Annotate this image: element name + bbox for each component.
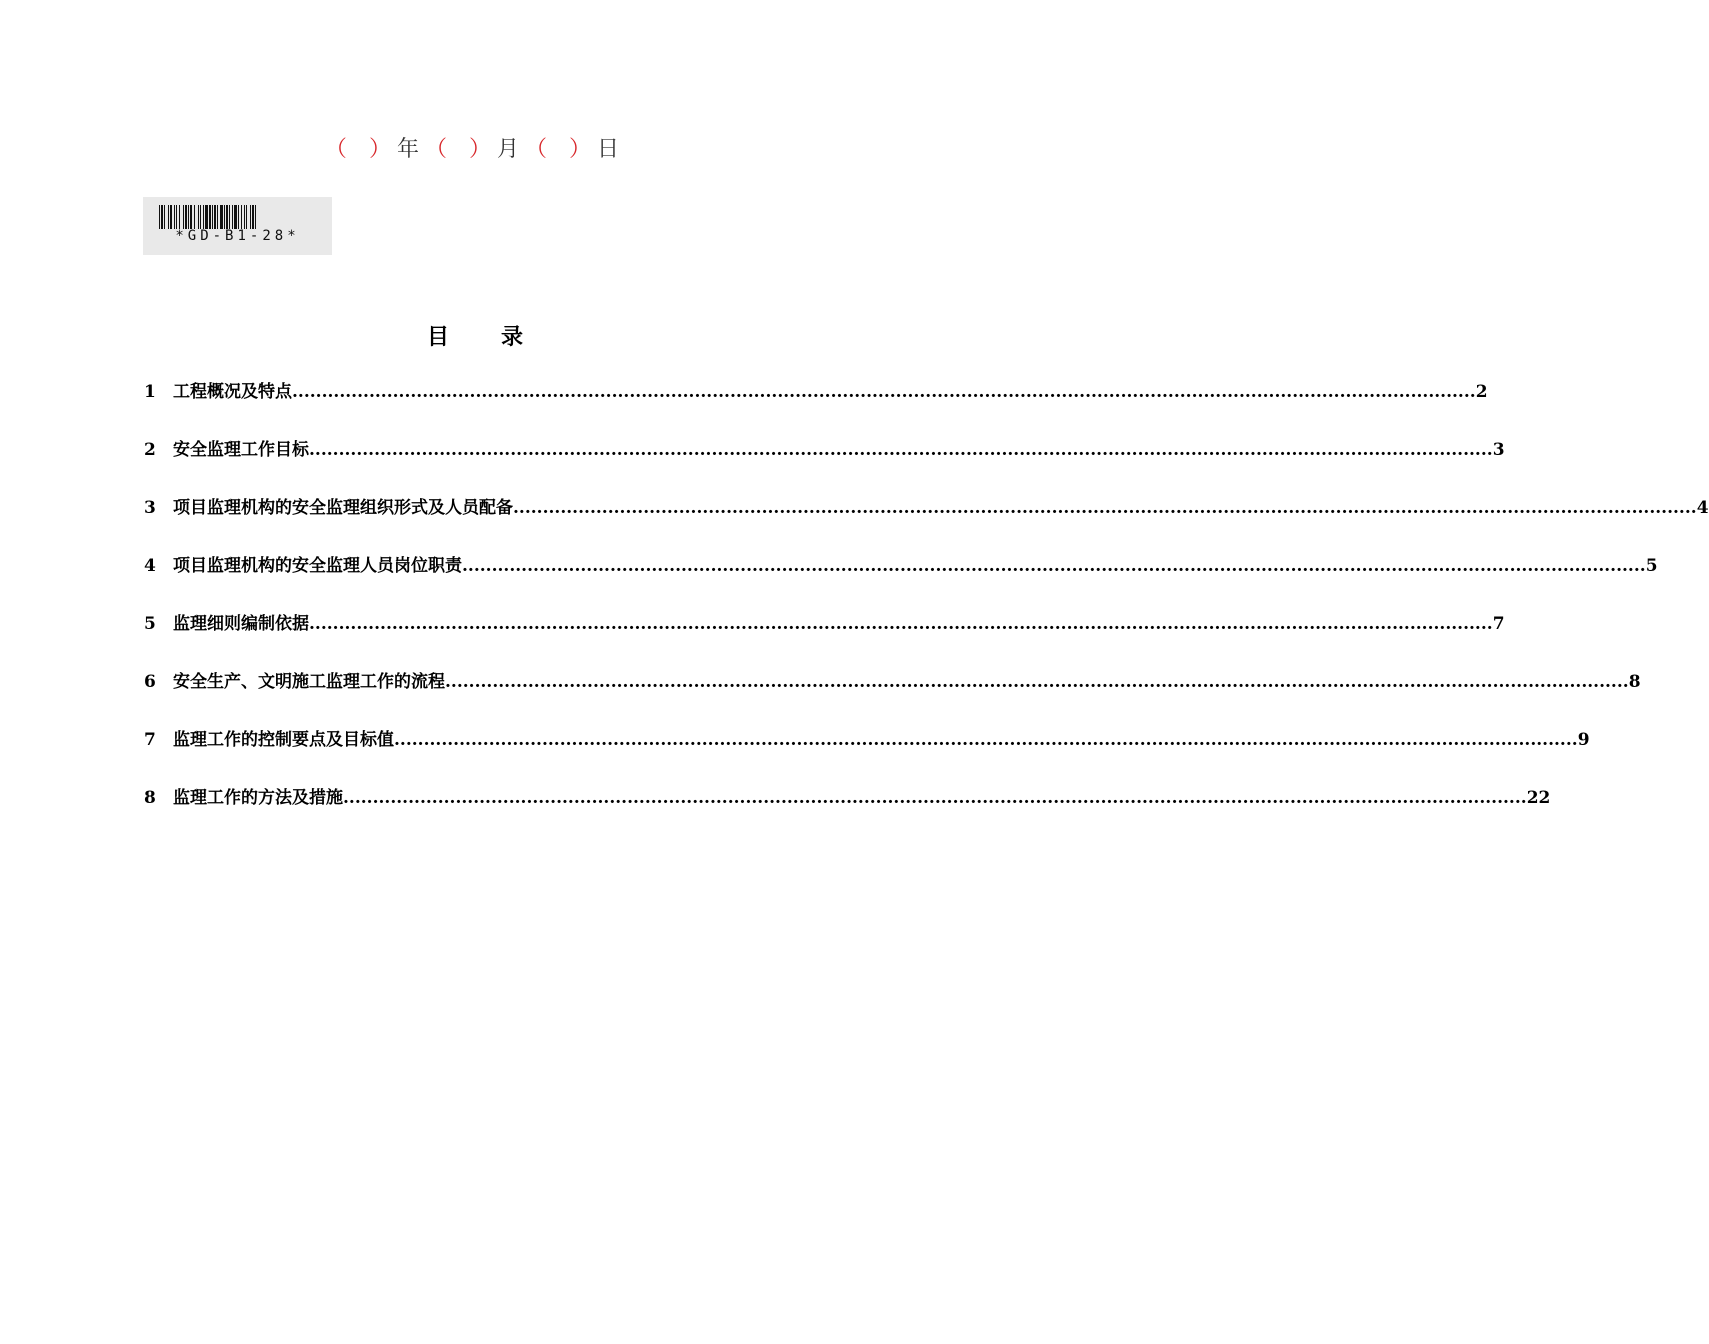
- toc-item-leader: ........................................................................................................................................................................................................: [292, 382, 1476, 402]
- year-label: 年: [396, 137, 419, 162]
- toc-item-title: 项目监理机构的安全监理组织形式及人员配备: [173, 498, 513, 518]
- month-label: 月: [497, 137, 520, 162]
- toc-item-leader: ........................................................................................................................................................................................................: [513, 498, 1697, 518]
- toc-item[interactable]: [144, 377, 1488, 435]
- year-paren-open: （: [324, 137, 347, 162]
- toc-item-page: 3: [1492, 440, 1505, 460]
- toc-item[interactable]: [144, 493, 1709, 551]
- toc-item-page: 2: [1475, 382, 1488, 402]
- day-label: 日: [597, 137, 620, 162]
- toc-item-title: 安全生产、文明施工监理工作的流程: [173, 672, 445, 692]
- toc-item-leader: ........................................................................................................................................................................................................: [309, 440, 1493, 460]
- toc-item-number: 7: [144, 730, 156, 750]
- toc-item-number: 2: [144, 440, 156, 460]
- toc-item-page: 5: [1645, 556, 1658, 576]
- toc-item-page: 8: [1628, 672, 1641, 692]
- toc-item[interactable]: [144, 783, 1551, 841]
- date-line: [0, 136, 950, 164]
- toc-item-title: 监理工作的方法及措施: [173, 788, 343, 808]
- day-paren-close: ）: [569, 137, 592, 162]
- year-paren-close: ）: [368, 137, 391, 162]
- barcode: [143, 197, 332, 255]
- toc-list: [144, 377, 1709, 841]
- toc-item-title: 工程概况及特点: [173, 382, 292, 402]
- toc-item-title: 项目监理机构的安全监理人员岗位职责: [173, 556, 462, 576]
- toc-item-number: 5: [144, 614, 156, 634]
- toc-item[interactable]: [144, 551, 1658, 609]
- toc-item-page: 4: [1696, 498, 1709, 518]
- toc-item-number: 8: [144, 788, 156, 808]
- toc-title-char-1: 目: [426, 324, 449, 350]
- toc-item-title: 安全监理工作目标: [173, 440, 309, 460]
- month-paren-open: （: [424, 137, 447, 162]
- toc-item-leader: ........................................................................................................................................................................................................: [462, 556, 1646, 576]
- toc-item-title: 监理工作的控制要点及目标值: [173, 730, 394, 750]
- toc-item-leader: ........................................................................................................................................................................................................: [445, 672, 1629, 692]
- toc-item-title: 监理细则编制依据: [173, 614, 309, 634]
- toc-item[interactable]: [144, 609, 1505, 667]
- toc-item[interactable]: [144, 667, 1641, 725]
- toc-item-page: 7: [1492, 614, 1505, 634]
- toc-title-char-2: 录: [501, 324, 524, 350]
- toc-item-page: 9: [1577, 730, 1590, 750]
- toc-item[interactable]: [144, 435, 1505, 493]
- toc-item-leader: ........................................................................................................................................................................................................: [343, 788, 1527, 808]
- barcode-bars-icon: [159, 205, 316, 229]
- toc-item-leader: ........................................................................................................................................................................................................: [394, 730, 1578, 750]
- toc-item-number: 3: [144, 498, 156, 518]
- toc-item-number: 1: [144, 382, 156, 402]
- toc-item-number: 4: [144, 556, 156, 576]
- toc-item[interactable]: [144, 725, 1590, 783]
- day-paren-open: （: [525, 137, 548, 162]
- barcode-text: *GD-B1-28*: [175, 228, 300, 244]
- toc-item-number: 6: [144, 672, 156, 692]
- toc-item-page: 22: [1526, 788, 1551, 808]
- toc-title: [0, 320, 950, 351]
- month-paren-close: ）: [468, 137, 491, 162]
- toc-item-leader: ........................................................................................................................................................................................................: [309, 614, 1493, 634]
